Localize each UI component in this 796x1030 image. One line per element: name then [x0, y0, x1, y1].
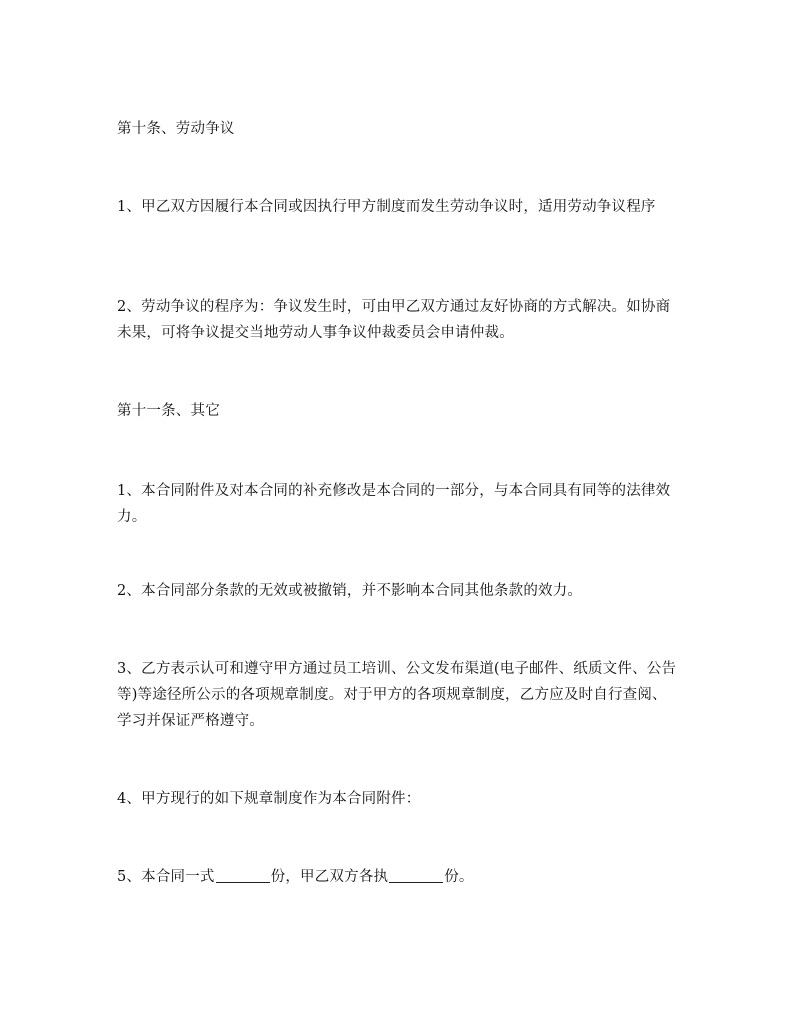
- section-heading-10: 第十条、劳动争议: [117, 121, 235, 137]
- paragraph-11-5: [117, 864, 679, 890]
- paragraph-11-5-part2: 份，甲乙双方各执: [270, 869, 389, 885]
- copies-each-blank[interactable]: [389, 868, 443, 883]
- paragraph-11-3: 3、乙方表示认可和遵守甲方通过员工培训、公文发布渠道(电子邮件、纸质文件、公告等)等途径所公示的各项规章制度。对于甲方的各项规章制度，乙方应及时自行查阅、学习并保证严格遵守。: [117, 661, 677, 729]
- paragraph-11-5-part3: 份。: [444, 869, 474, 885]
- paragraph-11-4: 4、甲方现行的如下规章制度作为本合同附件：: [117, 791, 421, 807]
- paragraph-11-1: 1、本合同附件及对本合同的补充修改是本合同的一部分，与本合同具有同等的法律效力。: [117, 483, 671, 525]
- paragraph-10-2: 2、劳动争议的程序为：争议发生时，可由甲乙双方通过友好协商的方式解决。如协商未果，可将争议提交当地劳动人事争议仲裁委员会申请仲裁。: [117, 299, 671, 341]
- paragraph-10-1: 1、甲乙双方因履行本合同或因执行甲方制度而发生劳动争议时，适用劳动争议程序: [117, 199, 656, 215]
- paragraph-11-2: 2、本合同部分条款的无效或被撤销，并不影响本合同其他条款的效力。: [117, 583, 583, 599]
- copies-total-blank[interactable]: [216, 868, 270, 883]
- section-heading-11: 第十一条、其它: [117, 403, 220, 419]
- paragraph-11-5-part1: 5、本合同一式: [117, 869, 215, 885]
